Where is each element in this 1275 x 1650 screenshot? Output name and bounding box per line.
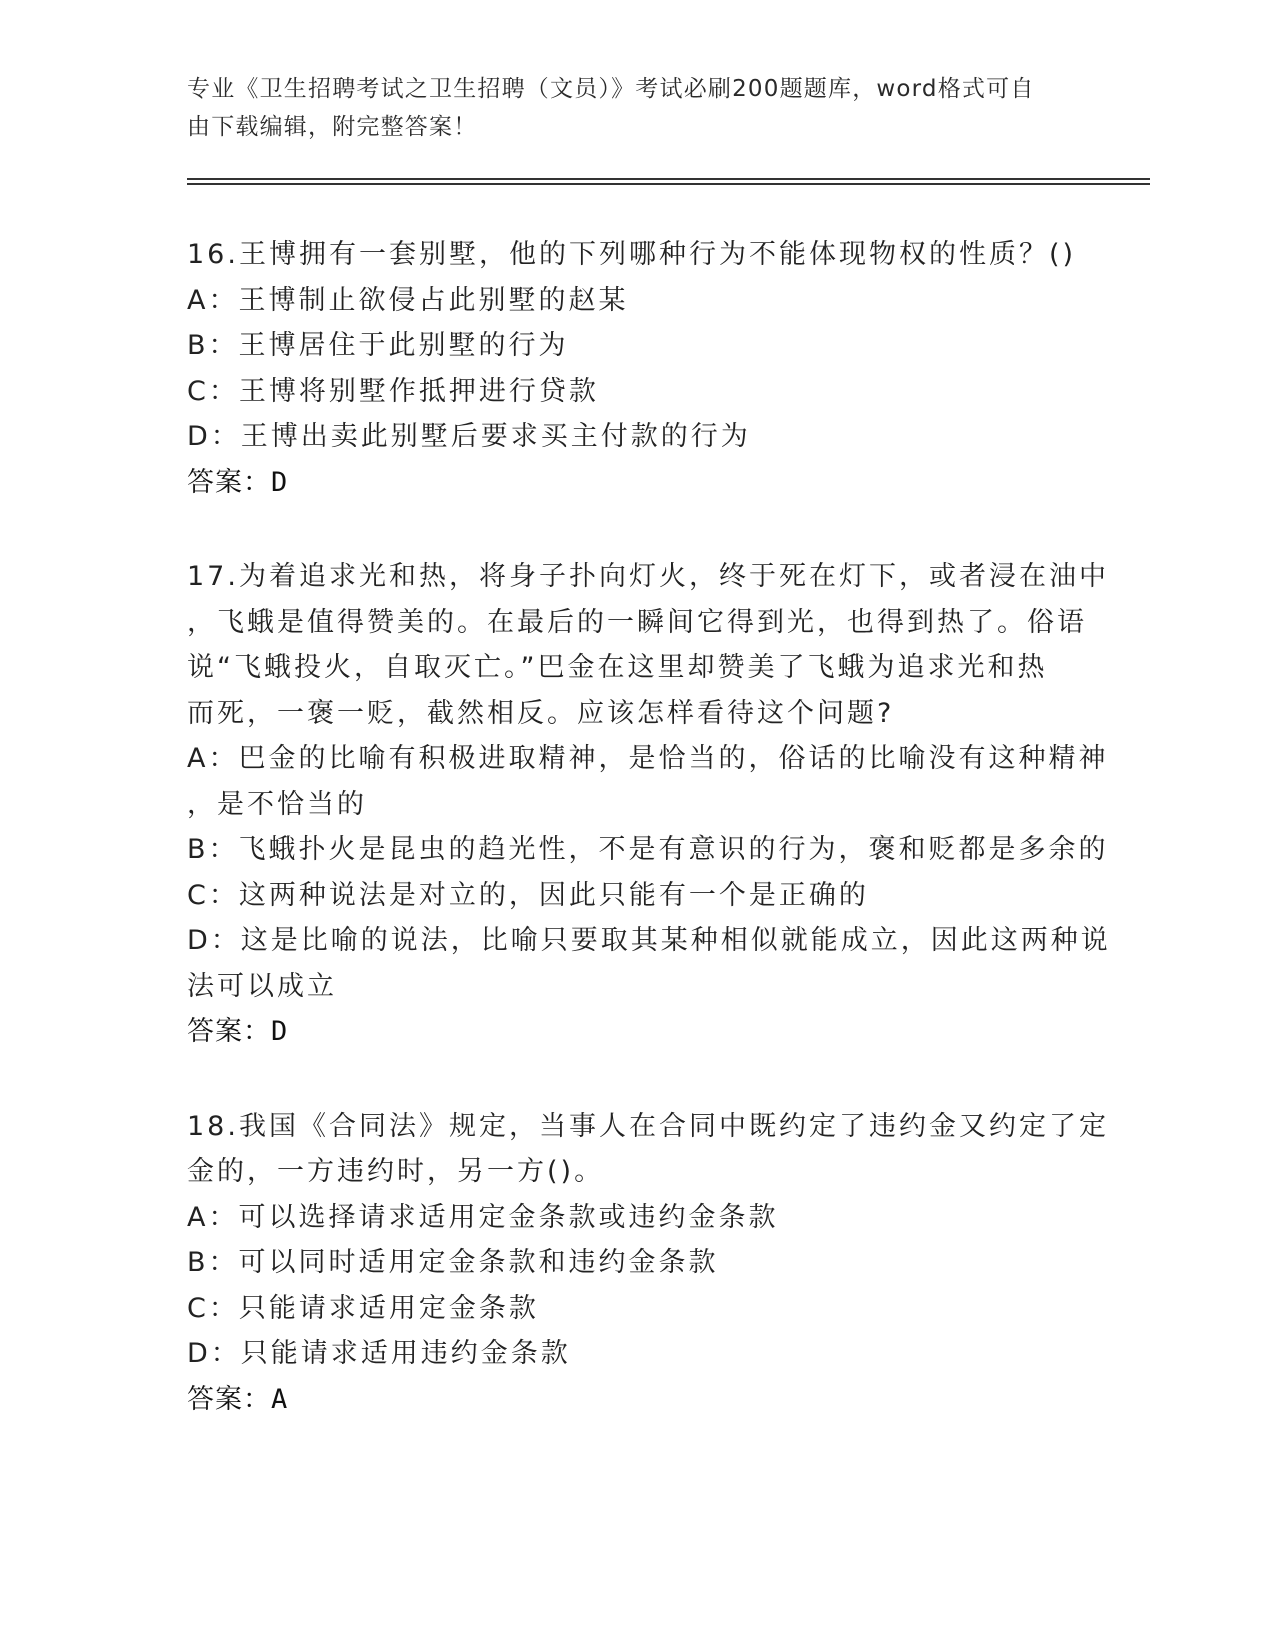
option-c [187, 369, 1087, 415]
stem-line: 17.为着追求光和热，将身子扑向灯火，终于死在灯下，或者浸在油中 [187, 561, 1109, 592]
option-b [187, 1240, 1087, 1286]
option-d [187, 1331, 1087, 1377]
option-line: B：飞蛾扑火是昆虫的趋光性，不是有意识的行为，褒和贬都是多余的 [187, 834, 1109, 865]
question-stem [187, 232, 1087, 278]
stem-line: 而死，一褒一贬，截然相反。应该怎样看待这个问题? [187, 697, 895, 729]
answer-label: 答案： [187, 466, 271, 498]
header-divider-bottom [187, 183, 1150, 185]
answer-label: 答案： [187, 1383, 271, 1415]
option-line: D：王博出卖此别墅后要求买主付款的行为 [187, 421, 751, 452]
question-list [187, 232, 1111, 1471]
stem-line: 16.王博拥有一套别墅，他的下列哪种行为不能体现物权的性质？() [187, 239, 1077, 270]
option-b [187, 323, 1087, 369]
option-line: C：王博将别墅作抵押进行贷款 [187, 375, 599, 407]
answer-line [187, 460, 1087, 506]
option-a [187, 278, 1087, 324]
header-line: 由下载编辑，附完整答案！ [187, 114, 478, 140]
option-line: B：可以同时适用定金条款和违约金条款 [187, 1247, 719, 1278]
stem-line: ，飞蛾是值得赞美的。在最后的一瞬间它得到光，也得到热了。俗语 [187, 606, 1087, 638]
stem-line: 金的，一方违约时，另一方()。 [187, 1156, 605, 1187]
option-line: D：只能请求适用违约金条款 [187, 1338, 571, 1369]
stem-line: 说“飞蛾投火，自取灭亡。”巴金在这里却赞美了飞蛾为追求光和热 [187, 652, 1048, 683]
header-divider-top [187, 178, 1150, 180]
question-17 [187, 554, 1111, 1055]
option-line: 法可以成立 [187, 970, 337, 1002]
option-line: A：王博制止欲侵占此别墅的赵某 [187, 284, 629, 316]
option-line: B：王博居住于此别墅的行为 [187, 330, 569, 361]
document-header [187, 70, 1087, 146]
answer-line [187, 1377, 1087, 1423]
header-line: 专业《卫生招聘考试之卫生招聘（文员）》考试必刷200题题库，word格式可自 [187, 76, 1035, 102]
question-18 [187, 1104, 1109, 1423]
answer-line [187, 1009, 1087, 1055]
option-line: D：这是比喻的说法，比喻只要取其某种相似就能成立，因此这两种说 [187, 925, 1111, 956]
answer-value: D [271, 466, 289, 498]
option-d [187, 918, 1111, 1009]
option-b [187, 827, 1109, 873]
option-line: ，是不恰当的 [187, 788, 367, 820]
option-a [187, 1195, 1087, 1241]
answer-value: A [271, 1383, 289, 1415]
stem-line: 18.我国《合同法》规定，当事人在合同中既约定了违约金又约定了定 [187, 1110, 1109, 1142]
option-line: A：可以选择请求适用定金条款或违约金条款 [187, 1201, 779, 1233]
option-c [187, 1286, 1087, 1332]
option-line: A：巴金的比喻有积极进取精神，是恰当的，俗话的比喻没有这种精神 [187, 743, 1109, 774]
answer-label: 答案： [187, 1016, 271, 1047]
option-a [187, 736, 1109, 827]
option-line: C：这两种说法是对立的，因此只能有一个是正确的 [187, 879, 869, 911]
question-16 [187, 232, 1087, 505]
option-line: C：只能请求适用定金条款 [187, 1292, 539, 1324]
question-stem [187, 554, 1109, 736]
option-d [187, 414, 1087, 460]
option-c [187, 873, 1087, 919]
question-stem [187, 1104, 1109, 1195]
answer-value: D [271, 1016, 289, 1047]
